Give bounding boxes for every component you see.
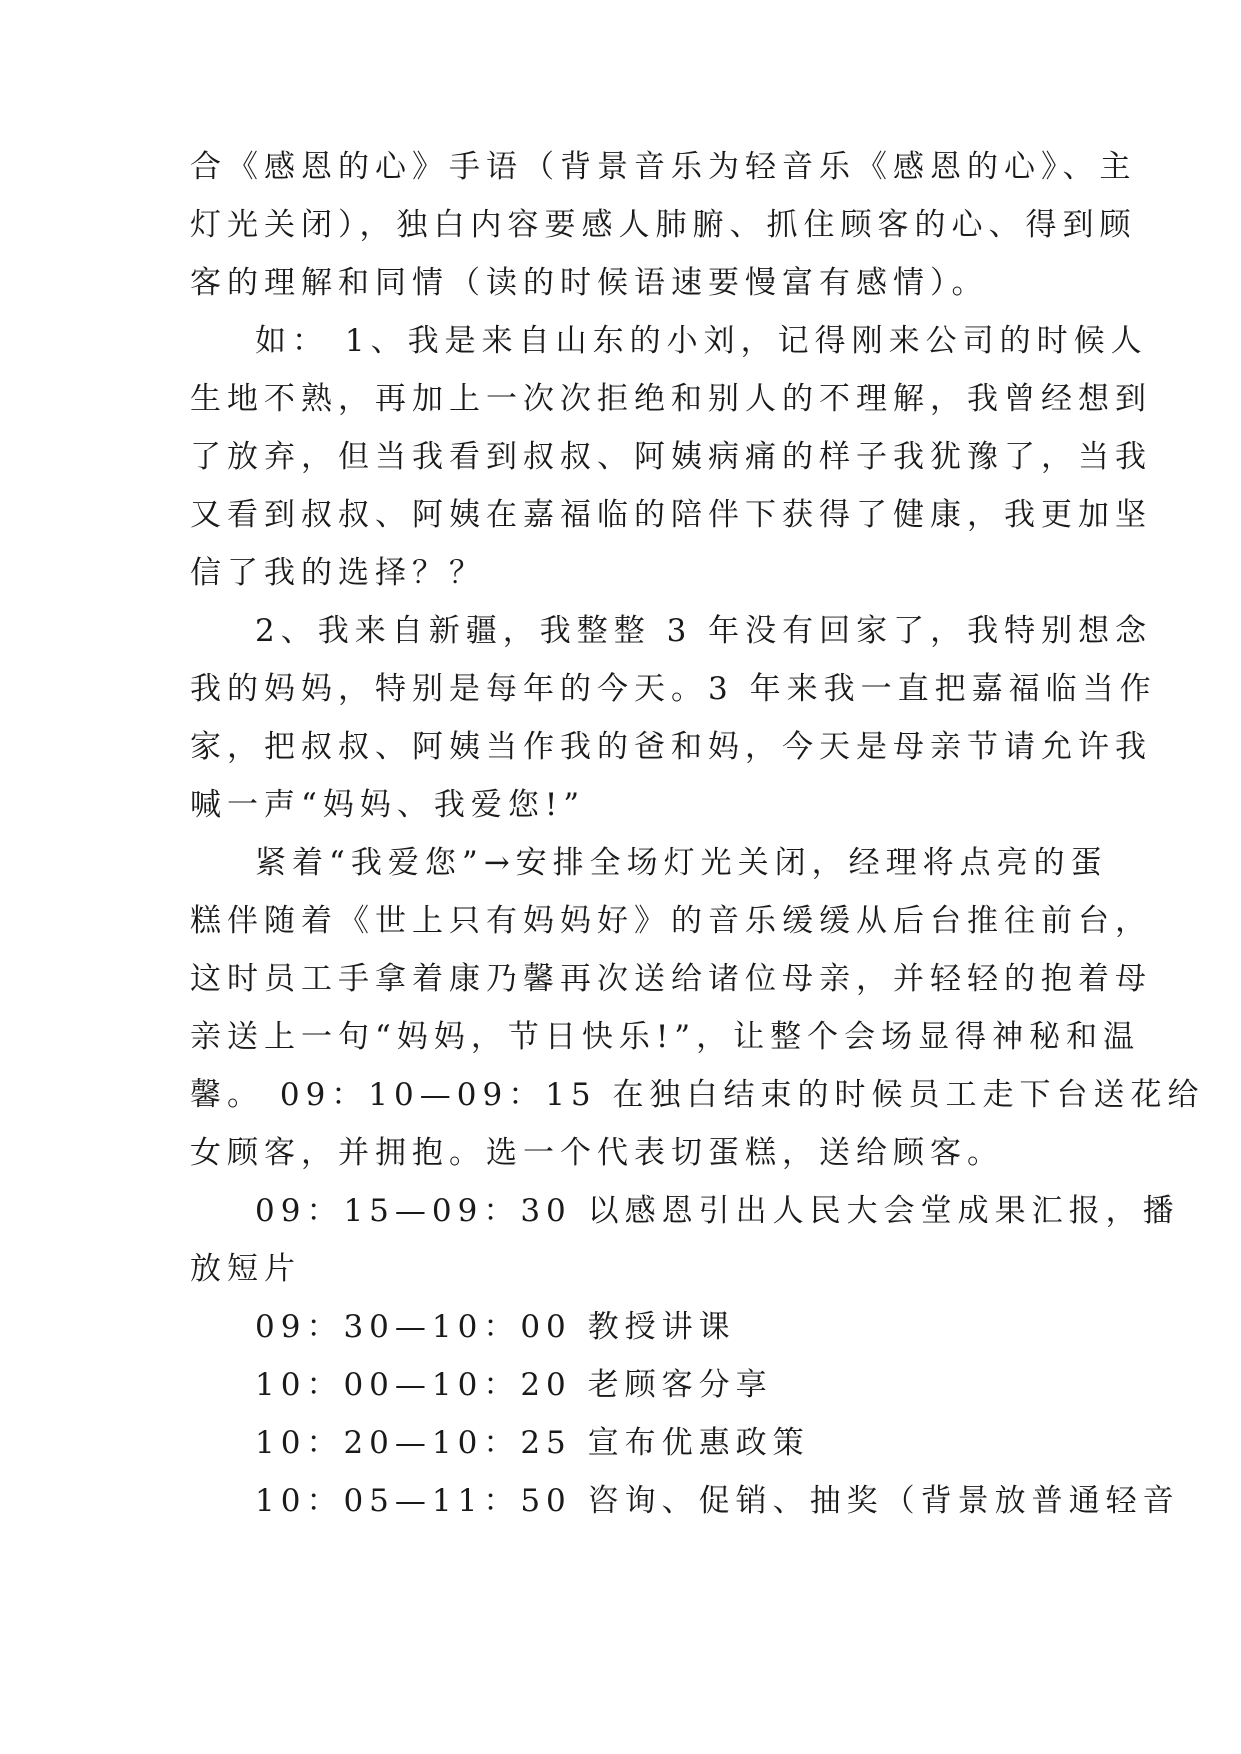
text-line: 10：20—10：25 宣布优惠政策 bbox=[255, 1425, 810, 1461]
text-line: 又看到叔叔、阿姨在嘉福临的陪伴下获得了健康，我更加坚 bbox=[190, 497, 1152, 533]
text-line: 2、我来自新疆，我整整 3 年没有回家了，我特别想念 bbox=[255, 613, 1153, 649]
text-line: 了放弃，但当我看到叔叔、阿姨病痛的样子我犹豫了，当我 bbox=[190, 439, 1152, 475]
text-line: 生地不熟，再加上一次次拒绝和别人的不理解，我曾经想到 bbox=[190, 381, 1152, 417]
text-line: 糕伴随着《世上只有妈妈好》的音乐缓缓从后台推往前台， bbox=[190, 903, 1152, 939]
text-line: 09：30—10：00 教授讲课 bbox=[255, 1309, 736, 1345]
text-line: 10：00—10：20 老顾客分享 bbox=[255, 1367, 773, 1403]
text-line: 喊一声“妈妈、我爱您!” bbox=[190, 787, 586, 823]
text-line: 亲送上一句“妈妈，节日快乐!”，让整个会场显得神秘和温 bbox=[190, 1019, 1141, 1055]
text-line: 我的妈妈，特别是每年的今天。3 年来我一直把嘉福临当作 bbox=[190, 671, 1157, 707]
text-line: 客的理解和同情（读的时候语速要慢富有感情）。 bbox=[190, 265, 989, 301]
text-line: 馨。 09：10—09：15 在独白结束的时候员工走下台送花给 bbox=[190, 1077, 1205, 1113]
text-line: 灯光关闭），独白内容要感人肺腑、抓住顾客的心、得到顾 bbox=[190, 207, 1137, 243]
text-line: 这时员工手拿着康乃馨再次送给诸位母亲，并轻轻的抱着母 bbox=[190, 961, 1152, 997]
text-line: 女顾客，并拥抱。选一个代表切蛋糕，送给顾客。 bbox=[190, 1135, 1004, 1171]
text-line: 如： 1、我是来自山东的小刘，记得刚来公司的时候人 bbox=[255, 323, 1148, 359]
text-line: 信了我的选择？？ bbox=[190, 555, 486, 591]
text-line: 放短片 bbox=[190, 1251, 301, 1287]
text-line: 09：15—09：30 以感恩引出人民大会堂成果汇报，播 bbox=[255, 1193, 1180, 1229]
text-line: 合《感恩的心》手语（背景音乐为轻音乐《感恩的心》、主 bbox=[190, 149, 1137, 185]
text-line: 紧着“我爱您”→安排全场灯光关闭，经理将点亮的蛋 bbox=[255, 845, 1108, 881]
text-line: 家，把叔叔、阿姨当作我的爸和妈，今天是母亲节请允许我 bbox=[190, 729, 1152, 765]
text-line: 10：05—11：50 咨询、促销、抽奖（背景放普通轻音 bbox=[255, 1483, 1180, 1519]
